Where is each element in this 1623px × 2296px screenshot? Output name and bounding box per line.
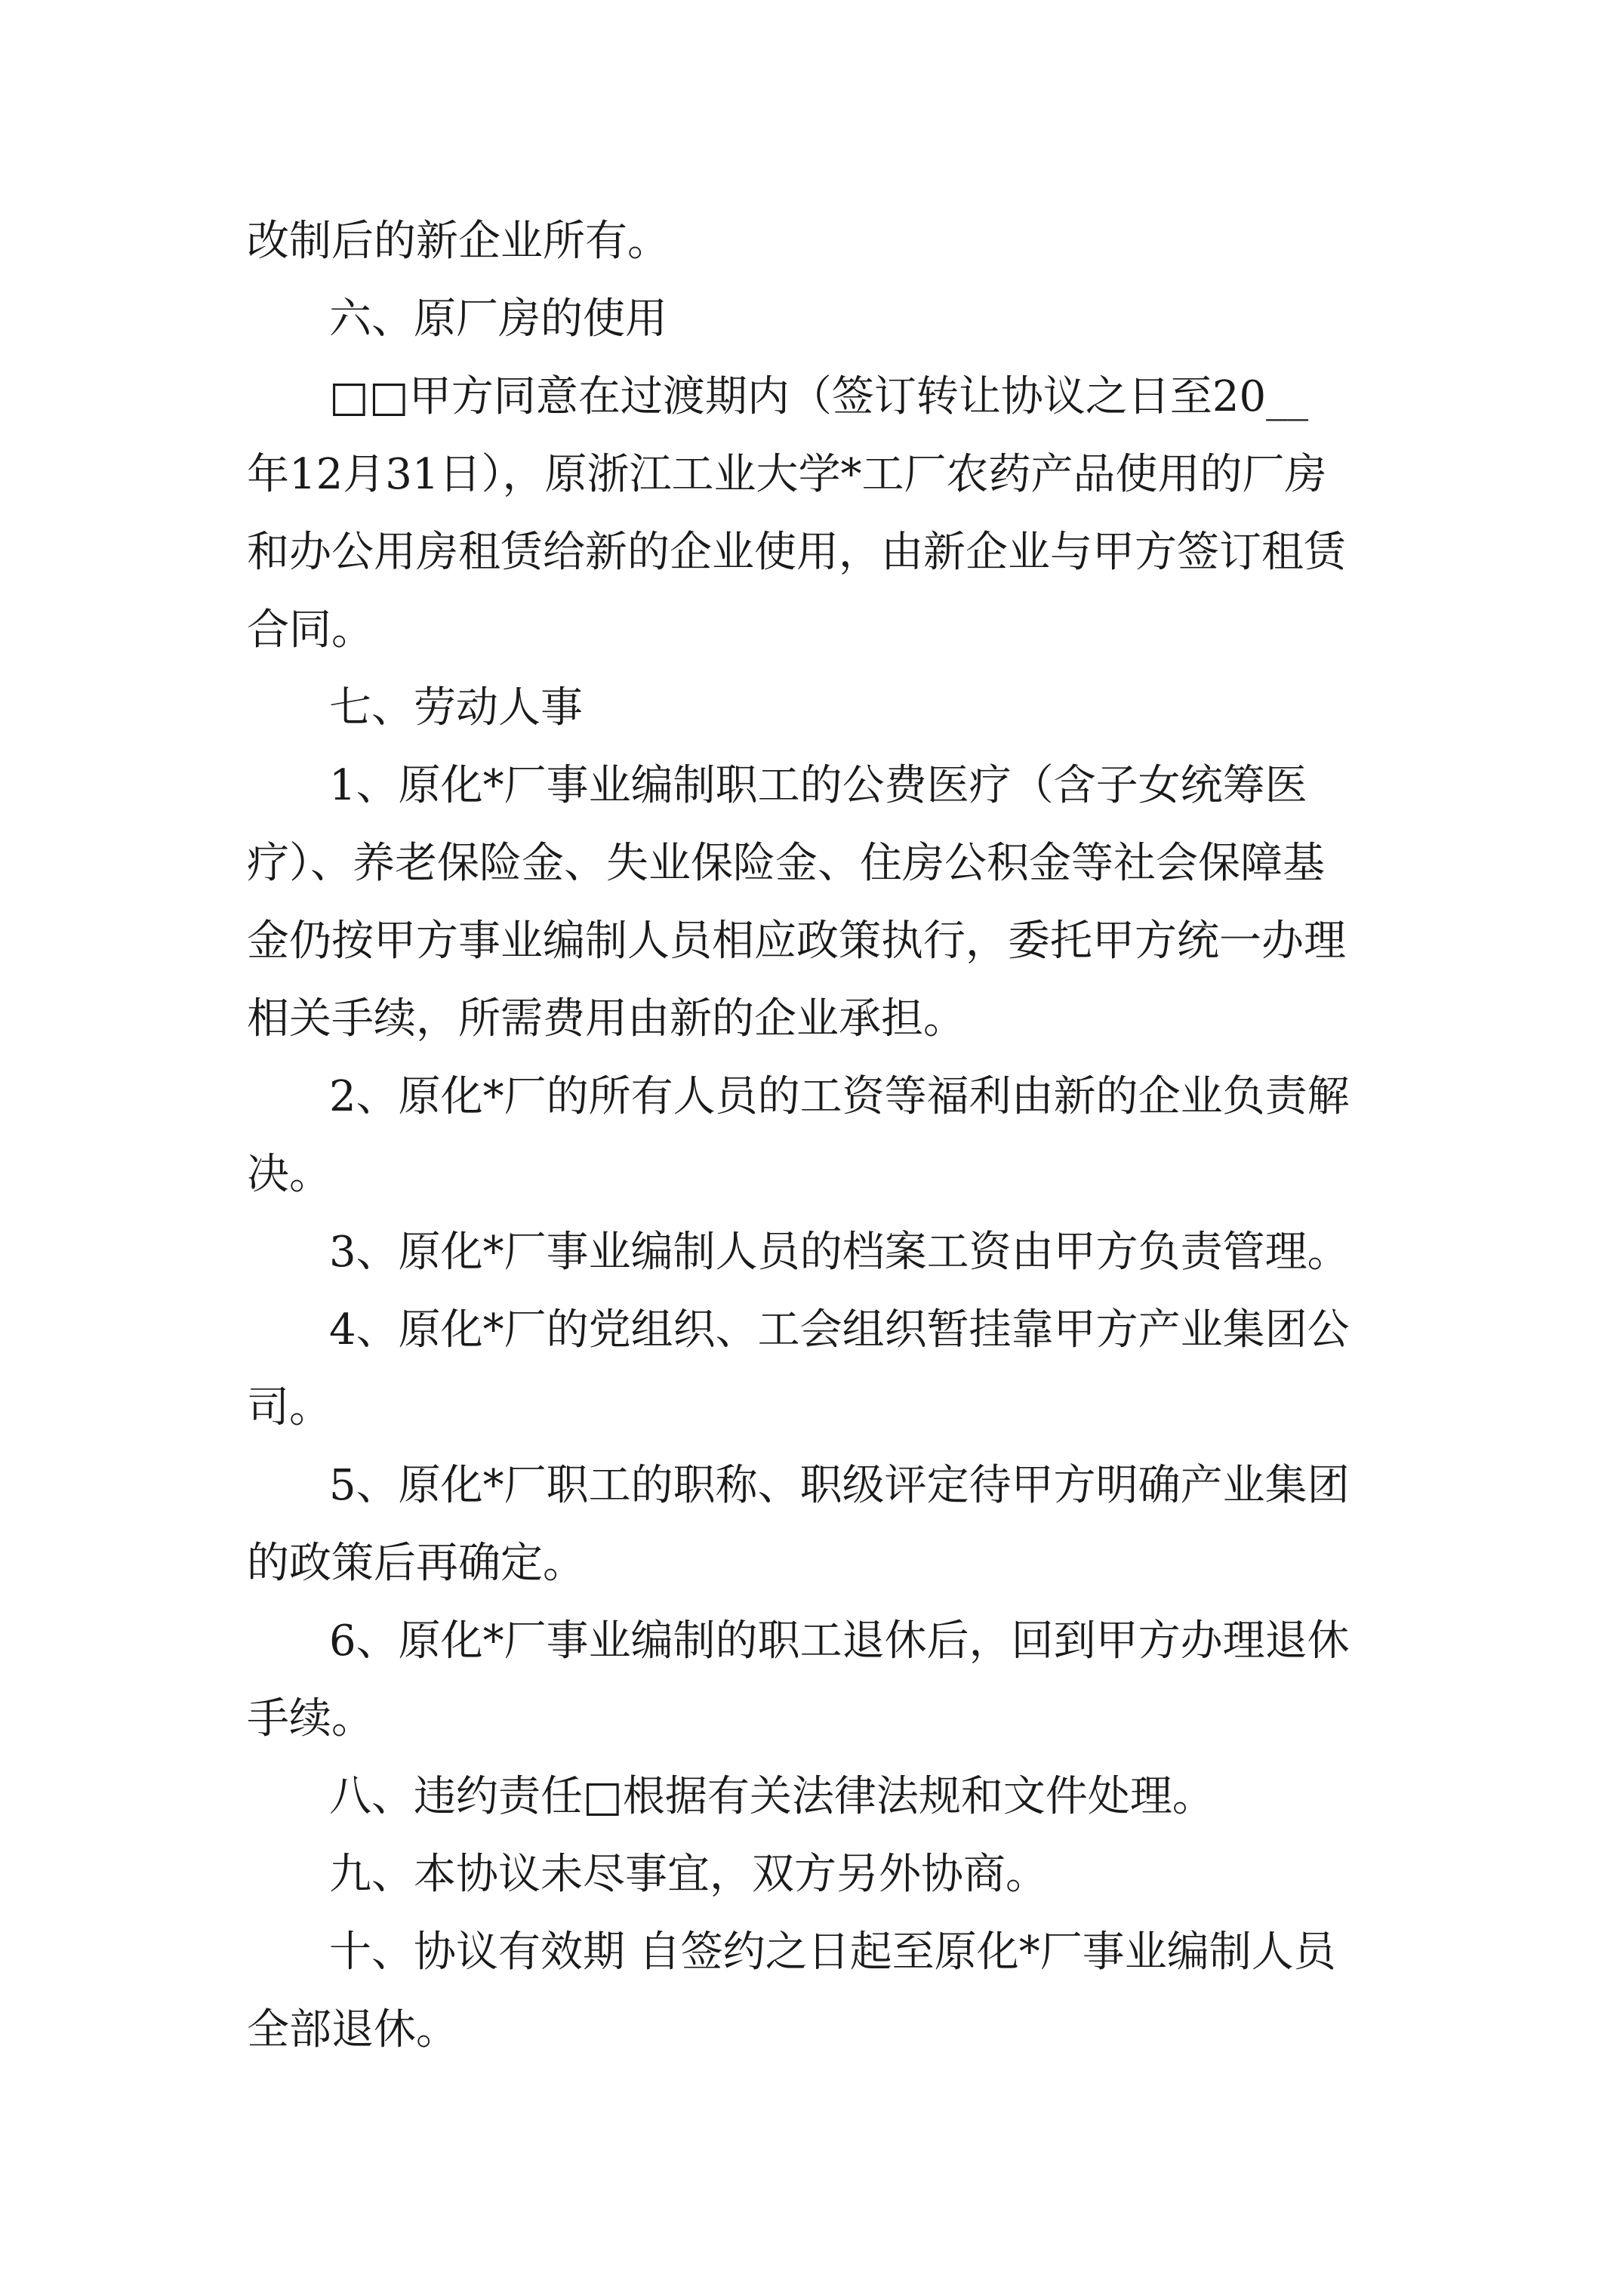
text-line: □□甲方同意在过渡期内（签订转让协议之日至20__ xyxy=(329,372,1309,421)
text-line: 疗）、养老保险金、失业保险金、住房公积金等社会保障基 xyxy=(247,839,1325,888)
section-heading: 八、违约责任□根据有关法律法规和文件处理。 xyxy=(329,1772,1215,1821)
text-line: 2、原化*厂的所有人员的工资等福利由新的企业负责解 xyxy=(329,1072,1350,1121)
text-line: 1、原化*厂事业编制职工的公费医疗（含子女统筹医 xyxy=(329,761,1307,810)
text-line: 全部退休。 xyxy=(247,2005,458,2054)
section-heading: 六、原厂房的使用 xyxy=(329,294,667,344)
section-heading: 九、本协议未尽事宜，双方另外协商。 xyxy=(329,1850,1048,1899)
text-line: 和办公用房租赁给新的企业使用，由新企业与甲方签订租赁 xyxy=(247,528,1346,577)
text-line: 金仍按甲方事业编制人员相应政策执行，委托甲方统一办理 xyxy=(247,917,1346,966)
text-line: 4、原化*厂的党组织、工会组织暂挂靠甲方产业集团公 xyxy=(329,1305,1350,1354)
section-heading: 七、劳动人事 xyxy=(329,683,583,732)
section-heading: 十、协议有效期 自签约之日起至原化*厂事业编制人员 xyxy=(329,1928,1336,1977)
text-line: 相关手续，所需费用由新的企业承担。 xyxy=(247,994,965,1043)
text-line: 3、原化*厂事业编制人员的档案工资由甲方负责管理。 xyxy=(329,1228,1350,1277)
text-line: 年12月31日），原浙江工业大学*工厂农药产品使用的厂房 xyxy=(247,450,1327,499)
text-line: 决。 xyxy=(247,1150,331,1199)
text-line: 的政策后再确定。 xyxy=(247,1539,585,1588)
text-line: 改制后的新企业所有。 xyxy=(247,217,670,266)
text-line: 手续。 xyxy=(247,1694,374,1743)
text-line: 司。 xyxy=(247,1383,331,1432)
text-line: 5、原化*厂职工的职称、职级评定待甲方明确产业集团 xyxy=(329,1461,1350,1510)
text-line: 合同。 xyxy=(247,606,374,655)
text-line: 6、原化*厂事业编制的职工退休后，回到甲方办理退休 xyxy=(329,1616,1350,1666)
